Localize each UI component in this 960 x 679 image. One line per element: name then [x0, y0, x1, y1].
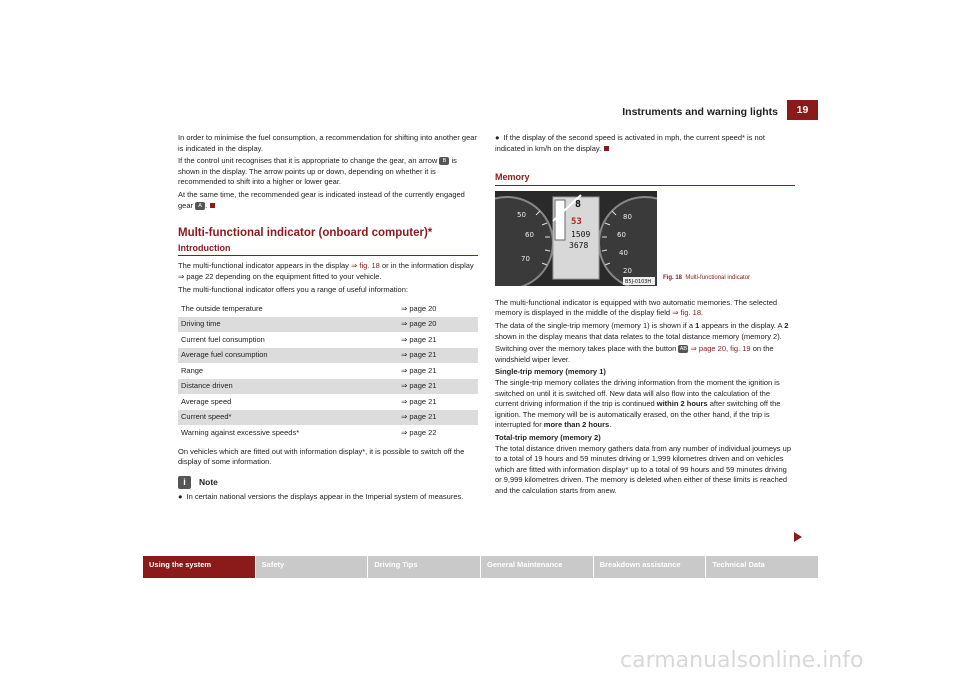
gauge-label: 20 — [623, 266, 632, 275]
table-row — [178, 348, 478, 364]
speed-readout: 53 — [571, 216, 582, 227]
tab-using-the-system[interactable]: Using the system — [143, 556, 255, 578]
table-cell-label: The outside temperature — [178, 301, 398, 317]
figure-code: B5J-0103H — [625, 278, 652, 285]
table-row — [178, 425, 478, 441]
section-title: Multi-functional indicator (onboard computer)* — [178, 227, 433, 240]
bullet-icon: ● — [178, 491, 183, 501]
table-row — [178, 379, 478, 395]
next-page-arrow-icon[interactable] — [794, 532, 802, 542]
table-cell-label: Distance driven — [178, 379, 398, 395]
paragraph: The total distance driven memory gathers data from any number of individual journeys up to a total of 19 hours and 59 minutes driving or 1,999 kilometres driven and on vehicles which are fitted with information display* up to a total of 99 hours and 59 minutes driving or 9,999 kilometres driven. The memory is deleted when either of these limits is reached and the calculation starts from anew. — [495, 443, 791, 495]
table-cell-page-link[interactable]: ⇒ page 20 — [398, 301, 478, 317]
label-a-badge: A — [195, 202, 205, 210]
gauge-label: 80 — [623, 212, 632, 221]
label-b-badge: B — [439, 157, 449, 165]
figure-18 — [495, 191, 795, 286]
odometer-readout: 3678 — [569, 240, 589, 250]
table-cell-label: Current fuel consumption — [178, 332, 398, 348]
paragraph: The multi-functional indicator offers you a range of useful information: — [178, 284, 408, 294]
table-row — [178, 317, 478, 333]
gear-readout: 8 — [575, 198, 582, 210]
paragraph: On vehicles which are fitted out with information display*, it is possible to switch off the display of some information. — [178, 446, 465, 467]
table-row — [178, 410, 478, 426]
gauge-label: 60 — [525, 230, 534, 239]
trip-readout: 1509 — [571, 229, 591, 239]
left-column — [178, 133, 478, 502]
paragraph: At the same time, the recommended gear is indicated instead of the currently engaged gear A . — [178, 189, 465, 210]
bullet-paragraph: ● If the display of the second speed is activated in mph, the current speed* is not indicated in km/h on the display. — [495, 133, 765, 153]
tab-driving-tips[interactable]: Driving Tips — [368, 556, 480, 578]
table-cell-label: Average fuel consumption — [178, 348, 398, 364]
table-cell-page-link[interactable]: ⇒ page 20 — [398, 317, 478, 333]
gauge-label: 60 — [617, 230, 626, 239]
watermark: carmanualsonline.info — [620, 648, 864, 673]
paragraph: The data of the single-trip memory (memory 1) is shown if a 1 appears in the display. A 2 shown in the display means that data relates to the total distance memory (memory 2). — [495, 320, 789, 341]
dashboard-display-image — [495, 191, 657, 286]
gauge-label: 50 — [517, 210, 526, 219]
page-header — [0, 100, 960, 120]
page-number: 19 — [787, 100, 818, 120]
gauge-label: 40 — [619, 248, 628, 257]
table-cell-label: Average speed — [178, 394, 398, 410]
table-cell-page-link[interactable]: ⇒ page 21 — [398, 394, 478, 410]
tab-general-maintenance[interactable]: General Maintenance — [481, 556, 593, 578]
paragraph: The multi-functional indicator appears in the display ⇒ fig. 18 or in the information display ⇒ page 22 depending on the equipment fitted to your vehicle. — [178, 261, 474, 281]
table-row — [178, 363, 478, 379]
table-cell-page-link[interactable]: ⇒ page 21 — [398, 348, 478, 364]
bullet-icon: ● — [495, 133, 500, 142]
page-link[interactable]: ⇒ page 20, fig. 19 — [690, 344, 751, 354]
paragraph: The multi-functional indicator is equipped with two automatic memories. The selected memory is displayed in the middle of the display field ⇒ fig. 18. — [495, 297, 778, 318]
note-bullet: ● In certain national versions the displays appear in the Imperial system of measures. — [178, 491, 464, 501]
table-cell-page-link[interactable]: ⇒ page 21 — [398, 332, 478, 348]
gauge-label: 70 — [521, 254, 530, 263]
paragraph: In order to minimise the fuel consumption, a recommendation for shifting into another gear is indicated in the display. — [178, 133, 477, 153]
table-cell-page-link[interactable]: ⇒ page 22 — [398, 425, 478, 441]
note-title: Note — [199, 477, 218, 488]
tab-breakdown-assistance[interactable]: Breakdown assistance — [594, 556, 706, 578]
fig-link[interactable]: ⇒ fig. 18 — [351, 261, 380, 271]
footer-tabs — [143, 556, 819, 578]
button-ab-badge: AB — [679, 346, 688, 353]
paragraph: The single-trip memory collates the driving information from the moment the ignition is switched on until it is switched off. New data will also flow into the calculation of the current driving information if the trip is continued within 2 hours after switching off the ignition. The memory will be is automatically erased, on the other hand, if the trip is interrupted for more than 2 hours. — [495, 377, 781, 430]
paragraph: Switching over the memory takes place with the button AB ⇒ page 20, fig. 19 on the windshield wiper lever. — [495, 344, 774, 364]
table-cell-page-link[interactable]: ⇒ page 21 — [398, 410, 478, 426]
table-row — [178, 332, 478, 348]
subsection-title: Introduction — [178, 243, 478, 257]
figure-caption: Fig. 18 Multi-functional indicator — [663, 275, 751, 282]
table-cell-page-link[interactable]: ⇒ page 21 — [398, 379, 478, 395]
table-cell-page-link[interactable]: ⇒ page 21 — [398, 363, 478, 379]
subheading: Single-trip memory (memory 1) — [495, 367, 606, 377]
info-icon: i — [178, 476, 191, 489]
fig-link[interactable]: ⇒ fig. 18 — [672, 308, 701, 318]
dashboard-illustration — [495, 191, 657, 286]
note-header — [178, 476, 478, 489]
section-title: Memory — [495, 172, 795, 186]
table-cell-label: Driving time — [178, 317, 398, 333]
right-column — [495, 133, 795, 496]
chapter-title: Instruments and warning lights — [622, 106, 778, 118]
table-row — [178, 301, 478, 317]
table-cell-label: Current speed* — [178, 410, 398, 426]
end-mark-icon — [604, 146, 609, 151]
table-cell-label: Range — [178, 363, 398, 379]
table-cell-label: Warning against excessive speeds* — [178, 425, 398, 441]
table-row — [178, 394, 478, 410]
subheading: Total-trip memory (memory 2) — [495, 432, 601, 442]
info-table — [178, 301, 478, 441]
end-mark-icon — [210, 203, 215, 208]
tab-safety[interactable]: Safety — [256, 556, 368, 578]
paragraph: If the control unit recognises that it is appropriate to change the gear, an arrow B is shown in the display. The arrow points up or down, depending on whether it is recommended to shift into a higher or lower gear. — [178, 156, 457, 187]
tab-technical-data[interactable]: Technical Data — [706, 556, 818, 578]
